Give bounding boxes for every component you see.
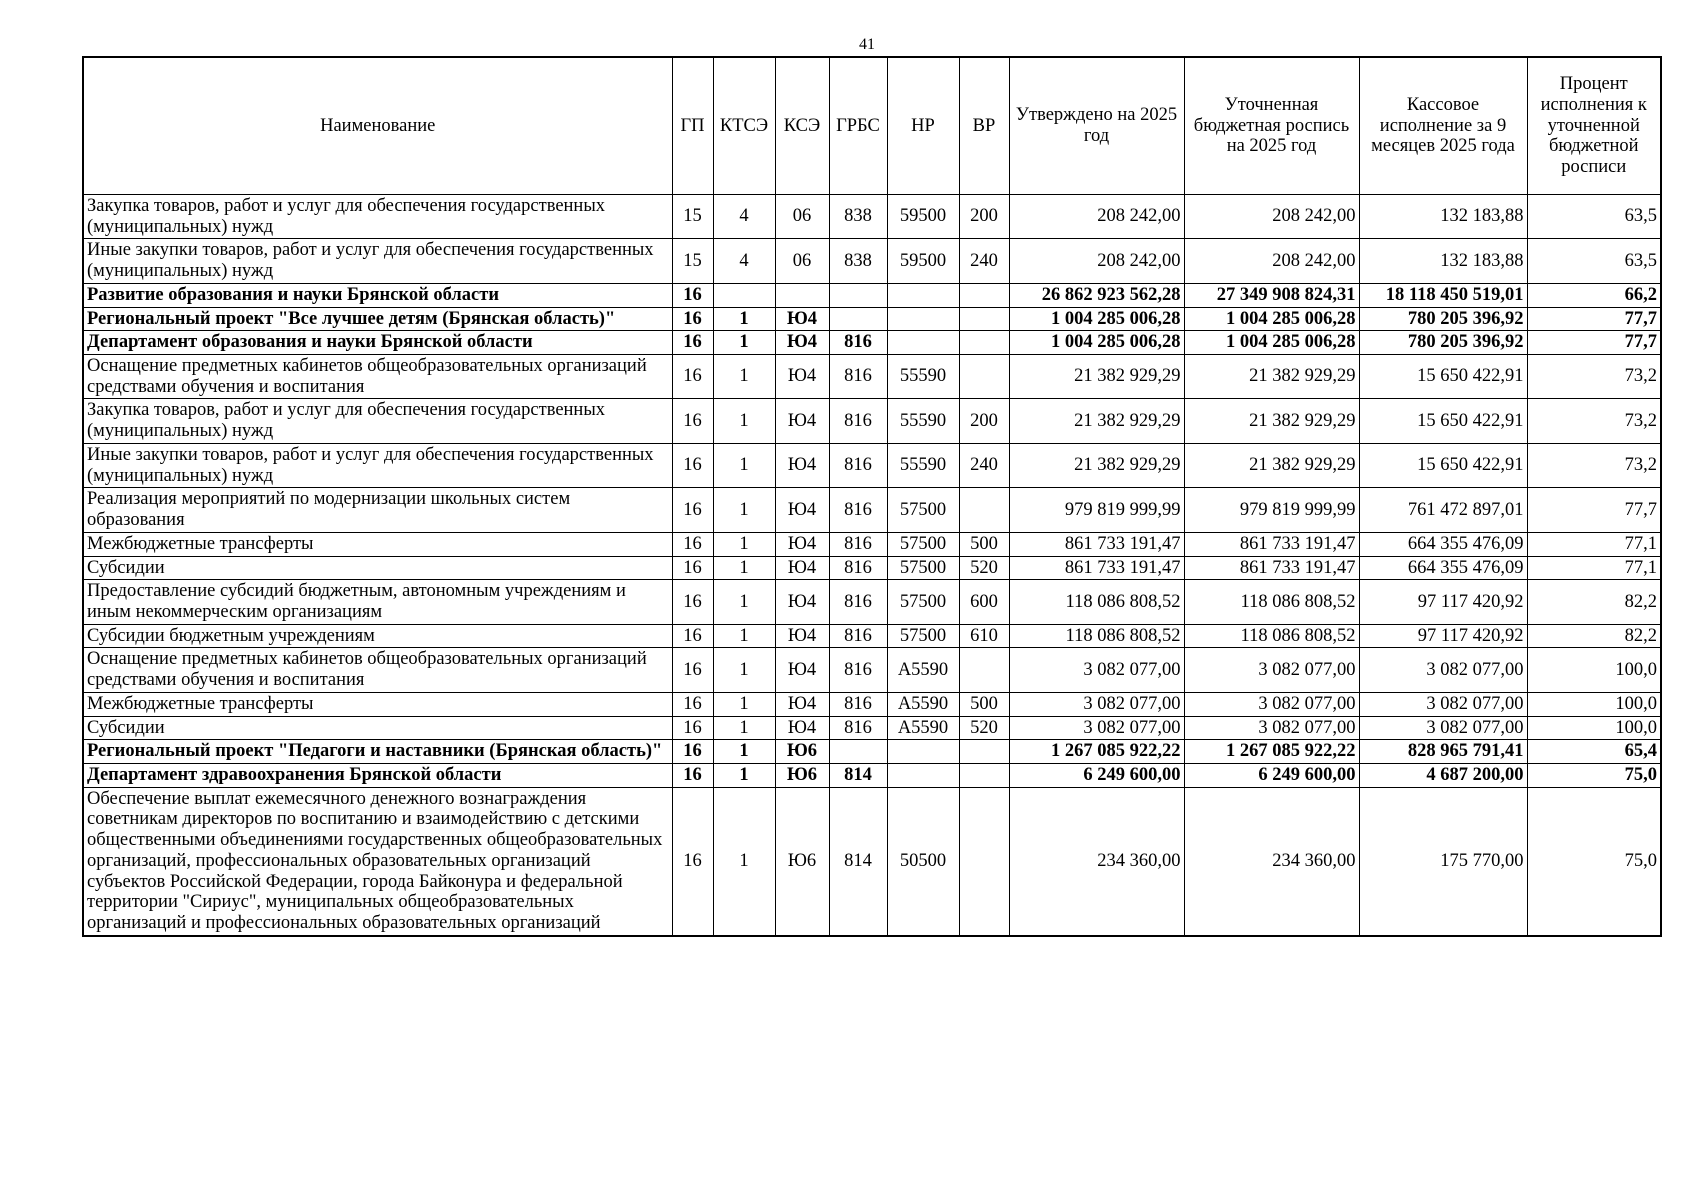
cell-gp: 16 (672, 740, 713, 764)
cell-revised: 21 382 929,29 (1184, 443, 1359, 487)
cell-revised: 118 086 808,52 (1184, 580, 1359, 624)
cell-percent: 66,2 (1527, 283, 1661, 307)
cell-nr: А5590 (887, 692, 959, 716)
cell-approved: 1 004 285 006,28 (1009, 331, 1184, 355)
col-header-kse: КСЭ (775, 57, 829, 195)
cell-gp: 16 (672, 307, 713, 331)
cell-ktse: 1 (713, 355, 775, 399)
table-body (83, 195, 1661, 936)
cell-gp: 16 (672, 399, 713, 443)
cell-gp: 16 (672, 692, 713, 716)
cell-name: Иные закупки товаров, работ и услуг для обеспечения государственных (муниципальных) нужд (83, 239, 672, 283)
cell-cash: 664 355 476,09 (1359, 556, 1527, 580)
cell-revised: 979 819 999,99 (1184, 488, 1359, 532)
cell-nr: 57500 (887, 580, 959, 624)
cell-gp: 16 (672, 283, 713, 307)
cell-cash: 4 687 200,00 (1359, 763, 1527, 787)
cell-gp: 15 (672, 239, 713, 283)
col-header-ktse: КТСЭ (713, 57, 775, 195)
cell-grbs: 838 (829, 239, 887, 283)
cell-kse: Ю4 (775, 307, 829, 331)
cell-cash: 175 770,00 (1359, 787, 1527, 936)
cell-kse (775, 283, 829, 307)
cell-nr: 50500 (887, 787, 959, 936)
cell-vr (959, 307, 1009, 331)
cell-approved: 3 082 077,00 (1009, 692, 1184, 716)
cell-ktse: 1 (713, 740, 775, 764)
cell-kse: Ю6 (775, 763, 829, 787)
cell-vr: 500 (959, 532, 1009, 556)
cell-name: Оснащение предметных кабинетов общеобразовательных организаций средствами обучения и воспитания (83, 355, 672, 399)
cell-nr: 57500 (887, 488, 959, 532)
cell-approved: 118 086 808,52 (1009, 580, 1184, 624)
col-header-grbs: ГРБС (829, 57, 887, 195)
cell-grbs: 816 (829, 624, 887, 648)
cell-name: Оснащение предметных кабинетов общеобразовательных организаций средствами обучения и воспитания (83, 648, 672, 692)
cell-revised: 3 082 077,00 (1184, 692, 1359, 716)
cell-kse: 06 (775, 239, 829, 283)
cell-approved: 6 249 600,00 (1009, 763, 1184, 787)
cell-percent: 75,0 (1527, 787, 1661, 936)
cell-grbs: 816 (829, 331, 887, 355)
cell-ktse: 1 (713, 331, 775, 355)
cell-ktse: 4 (713, 239, 775, 283)
cell-grbs: 816 (829, 532, 887, 556)
cell-percent: 73,2 (1527, 355, 1661, 399)
cell-cash: 780 205 396,92 (1359, 307, 1527, 331)
cell-revised: 6 249 600,00 (1184, 763, 1359, 787)
cell-vr (959, 740, 1009, 764)
cell-grbs: 816 (829, 716, 887, 740)
cell-vr: 240 (959, 239, 1009, 283)
cell-percent: 82,2 (1527, 624, 1661, 648)
cell-percent: 65,4 (1527, 740, 1661, 764)
cell-name: Региональный проект "Все лучшее детям (Брянская область)" (83, 307, 672, 331)
cell-name: Субсидии бюджетным учреждениям (83, 624, 672, 648)
table-row (83, 443, 1661, 487)
cell-revised: 234 360,00 (1184, 787, 1359, 936)
cell-gp: 16 (672, 443, 713, 487)
cell-percent: 100,0 (1527, 692, 1661, 716)
cell-nr: А5590 (887, 716, 959, 740)
cell-percent: 77,7 (1527, 488, 1661, 532)
cell-ktse: 1 (713, 399, 775, 443)
table-row (83, 740, 1661, 764)
cell-revised: 27 349 908 824,31 (1184, 283, 1359, 307)
cell-approved: 1 267 085 922,22 (1009, 740, 1184, 764)
cell-gp: 16 (672, 532, 713, 556)
cell-kse: Ю4 (775, 624, 829, 648)
table-row (83, 283, 1661, 307)
cell-cash: 132 183,88 (1359, 195, 1527, 239)
cell-percent: 77,7 (1527, 307, 1661, 331)
cell-percent: 77,1 (1527, 556, 1661, 580)
cell-approved: 21 382 929,29 (1009, 355, 1184, 399)
cell-grbs (829, 740, 887, 764)
cell-ktse: 1 (713, 648, 775, 692)
cell-name: Обеспечение выплат ежемесячного денежного вознаграждения советникам директоров по воспитанию и взаимодействию с детскими общественными объединениями государственных общеобразовательных организаций, профессиональных образовательных организаций субъектов Российской Федерации, города Байконура и федеральной территории "Сириус", муниципальных общеобразовательных организаций и профессиональных образовательных организаций (83, 787, 672, 936)
cell-vr (959, 283, 1009, 307)
cell-cash: 3 082 077,00 (1359, 648, 1527, 692)
cell-name: Департамент образования и науки Брянской области (83, 331, 672, 355)
cell-revised: 861 733 191,47 (1184, 532, 1359, 556)
cell-percent: 75,0 (1527, 763, 1661, 787)
cell-approved: 26 862 923 562,28 (1009, 283, 1184, 307)
cell-nr: 57500 (887, 624, 959, 648)
col-header-revised: Уточненная бюджетная роспись на 2025 год (1184, 57, 1359, 195)
table-row (83, 488, 1661, 532)
cell-nr: 57500 (887, 556, 959, 580)
cell-cash: 664 355 476,09 (1359, 532, 1527, 556)
cell-approved: 1 004 285 006,28 (1009, 307, 1184, 331)
cell-nr (887, 307, 959, 331)
cell-cash: 3 082 077,00 (1359, 692, 1527, 716)
cell-grbs (829, 307, 887, 331)
cell-nr: 55590 (887, 355, 959, 399)
cell-revised: 3 082 077,00 (1184, 648, 1359, 692)
cell-kse: Ю4 (775, 443, 829, 487)
cell-name: Предоставление субсидий бюджетным, автономным учреждениям и иным некоммерческим организациям (83, 580, 672, 624)
cell-cash: 15 650 422,91 (1359, 355, 1527, 399)
table-row (83, 763, 1661, 787)
cell-nr: 59500 (887, 195, 959, 239)
cell-kse: Ю4 (775, 692, 829, 716)
cell-vr (959, 331, 1009, 355)
cell-approved: 861 733 191,47 (1009, 556, 1184, 580)
cell-gp: 16 (672, 331, 713, 355)
cell-nr (887, 283, 959, 307)
table-row (83, 624, 1661, 648)
cell-kse: Ю4 (775, 532, 829, 556)
cell-vr: 520 (959, 556, 1009, 580)
cell-revised: 208 242,00 (1184, 195, 1359, 239)
cell-vr: 520 (959, 716, 1009, 740)
col-header-percent: Процент исполнения к уточненной бюджетной росписи (1527, 57, 1661, 195)
cell-gp: 16 (672, 355, 713, 399)
cell-kse: Ю4 (775, 716, 829, 740)
budget-table (82, 56, 1662, 937)
col-header-cash: Кассовое исполнение за 9 месяцев 2025 года (1359, 57, 1527, 195)
cell-grbs: 816 (829, 692, 887, 716)
page-number: 41 (859, 36, 875, 53)
cell-percent: 77,7 (1527, 331, 1661, 355)
cell-revised: 1 004 285 006,28 (1184, 331, 1359, 355)
cell-approved: 118 086 808,52 (1009, 624, 1184, 648)
cell-cash: 18 118 450 519,01 (1359, 283, 1527, 307)
cell-ktse: 1 (713, 532, 775, 556)
cell-vr: 200 (959, 195, 1009, 239)
cell-kse: Ю4 (775, 355, 829, 399)
table-row (83, 239, 1661, 283)
col-header-nr: НР (887, 57, 959, 195)
cell-cash: 780 205 396,92 (1359, 331, 1527, 355)
cell-revised: 861 733 191,47 (1184, 556, 1359, 580)
cell-approved: 208 242,00 (1009, 239, 1184, 283)
cell-grbs: 816 (829, 648, 887, 692)
cell-percent: 73,2 (1527, 443, 1661, 487)
cell-gp: 16 (672, 787, 713, 936)
cell-ktse: 1 (713, 307, 775, 331)
col-header-approved: Утверждено на 2025 год (1009, 57, 1184, 195)
cell-approved: 21 382 929,29 (1009, 443, 1184, 487)
cell-vr (959, 648, 1009, 692)
cell-cash: 828 965 791,41 (1359, 740, 1527, 764)
cell-gp: 16 (672, 488, 713, 532)
cell-approved: 21 382 929,29 (1009, 399, 1184, 443)
cell-kse: Ю6 (775, 787, 829, 936)
cell-grbs: 814 (829, 763, 887, 787)
cell-gp: 16 (672, 716, 713, 740)
table-row (83, 195, 1661, 239)
cell-ktse: 1 (713, 488, 775, 532)
cell-name: Реализация мероприятий по модернизации школьных систем образования (83, 488, 672, 532)
table-row (83, 787, 1661, 936)
cell-approved: 208 242,00 (1009, 195, 1184, 239)
cell-kse: Ю4 (775, 399, 829, 443)
cell-gp: 16 (672, 648, 713, 692)
cell-vr (959, 763, 1009, 787)
cell-ktse: 1 (713, 692, 775, 716)
cell-revised: 21 382 929,29 (1184, 399, 1359, 443)
table-row (83, 307, 1661, 331)
table-row (83, 648, 1661, 692)
cell-ktse: 1 (713, 787, 775, 936)
cell-vr: 200 (959, 399, 1009, 443)
cell-revised: 1 267 085 922,22 (1184, 740, 1359, 764)
cell-percent: 63,5 (1527, 195, 1661, 239)
cell-approved: 3 082 077,00 (1009, 648, 1184, 692)
cell-ktse: 1 (713, 624, 775, 648)
cell-kse: Ю4 (775, 648, 829, 692)
table-row (83, 532, 1661, 556)
cell-ktse: 1 (713, 763, 775, 787)
cell-gp: 16 (672, 580, 713, 624)
cell-gp: 16 (672, 556, 713, 580)
cell-name: Закупка товаров, работ и услуг для обеспечения государственных (муниципальных) нужд (83, 195, 672, 239)
cell-ktse: 1 (713, 556, 775, 580)
cell-ktse: 4 (713, 195, 775, 239)
cell-grbs: 816 (829, 488, 887, 532)
cell-approved: 861 733 191,47 (1009, 532, 1184, 556)
cell-percent: 100,0 (1527, 716, 1661, 740)
cell-grbs: 814 (829, 787, 887, 936)
cell-grbs: 816 (829, 443, 887, 487)
cell-cash: 97 117 420,92 (1359, 624, 1527, 648)
cell-cash: 761 472 897,01 (1359, 488, 1527, 532)
cell-cash: 15 650 422,91 (1359, 443, 1527, 487)
cell-kse: Ю4 (775, 556, 829, 580)
cell-kse: Ю4 (775, 488, 829, 532)
cell-ktse: 1 (713, 716, 775, 740)
cell-name: Региональный проект "Педагоги и наставники (Брянская область)" (83, 740, 672, 764)
cell-ktse: 1 (713, 443, 775, 487)
cell-grbs: 816 (829, 399, 887, 443)
cell-revised: 21 382 929,29 (1184, 355, 1359, 399)
cell-cash: 97 117 420,92 (1359, 580, 1527, 624)
cell-nr: 59500 (887, 239, 959, 283)
cell-ktse (713, 283, 775, 307)
cell-grbs: 816 (829, 580, 887, 624)
cell-name: Развитие образования и науки Брянской области (83, 283, 672, 307)
cell-vr: 600 (959, 580, 1009, 624)
cell-grbs: 838 (829, 195, 887, 239)
cell-name: Межбюджетные трансферты (83, 692, 672, 716)
cell-gp: 16 (672, 763, 713, 787)
cell-approved: 3 082 077,00 (1009, 716, 1184, 740)
table-row (83, 355, 1661, 399)
table-row (83, 399, 1661, 443)
col-header-vr: ВР (959, 57, 1009, 195)
cell-vr: 240 (959, 443, 1009, 487)
cell-cash: 15 650 422,91 (1359, 399, 1527, 443)
cell-nr: 55590 (887, 399, 959, 443)
cell-nr: А5590 (887, 648, 959, 692)
table-row (83, 556, 1661, 580)
cell-name: Иные закупки товаров, работ и услуг для обеспечения государственных (муниципальных) нужд (83, 443, 672, 487)
cell-kse: Ю4 (775, 580, 829, 624)
table-row (83, 580, 1661, 624)
cell-percent: 73,2 (1527, 399, 1661, 443)
cell-kse: 06 (775, 195, 829, 239)
cell-gp: 15 (672, 195, 713, 239)
cell-revised: 3 082 077,00 (1184, 716, 1359, 740)
cell-name: Закупка товаров, работ и услуг для обеспечения государственных (муниципальных) нужд (83, 399, 672, 443)
col-header-name: Наименование (83, 57, 672, 195)
table-row (83, 692, 1661, 716)
cell-percent: 63,5 (1527, 239, 1661, 283)
cell-kse: Ю6 (775, 740, 829, 764)
col-header-gp: ГП (672, 57, 713, 195)
cell-approved: 234 360,00 (1009, 787, 1184, 936)
cell-revised: 118 086 808,52 (1184, 624, 1359, 648)
cell-grbs: 816 (829, 355, 887, 399)
cell-cash: 132 183,88 (1359, 239, 1527, 283)
cell-nr (887, 763, 959, 787)
cell-name: Субсидии (83, 716, 672, 740)
cell-vr (959, 355, 1009, 399)
cell-vr (959, 787, 1009, 936)
table-row (83, 331, 1661, 355)
cell-ktse: 1 (713, 580, 775, 624)
cell-cash: 3 082 077,00 (1359, 716, 1527, 740)
cell-approved: 979 819 999,99 (1009, 488, 1184, 532)
cell-vr (959, 488, 1009, 532)
table-row (83, 716, 1661, 740)
cell-vr: 610 (959, 624, 1009, 648)
cell-name: Субсидии (83, 556, 672, 580)
cell-revised: 208 242,00 (1184, 239, 1359, 283)
cell-kse: Ю4 (775, 331, 829, 355)
cell-percent: 100,0 (1527, 648, 1661, 692)
cell-name: Департамент здравоохранения Брянской области (83, 763, 672, 787)
cell-percent: 82,2 (1527, 580, 1661, 624)
cell-revised: 1 004 285 006,28 (1184, 307, 1359, 331)
cell-nr (887, 331, 959, 355)
cell-vr: 500 (959, 692, 1009, 716)
cell-percent: 77,1 (1527, 532, 1661, 556)
header-row (83, 57, 1661, 195)
cell-nr (887, 740, 959, 764)
cell-name: Межбюджетные трансферты (83, 532, 672, 556)
cell-grbs (829, 283, 887, 307)
cell-nr: 55590 (887, 443, 959, 487)
cell-gp: 16 (672, 624, 713, 648)
cell-grbs: 816 (829, 556, 887, 580)
cell-nr: 57500 (887, 532, 959, 556)
